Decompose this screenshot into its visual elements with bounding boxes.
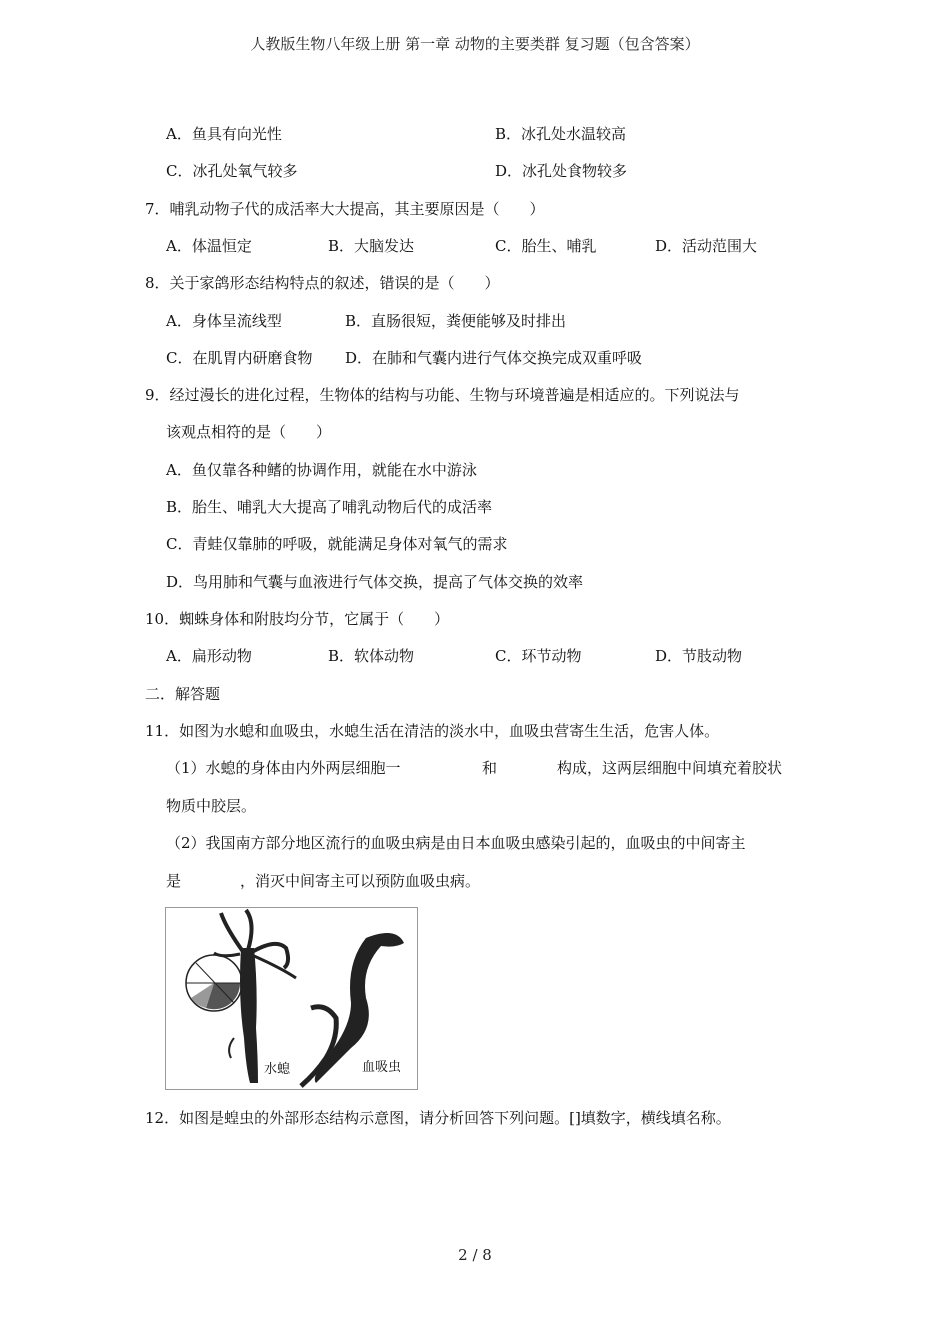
q10-stem: 10．蜘蛛身体和附肢均分节，它属于（ ）: [145, 610, 450, 628]
q10-option-c: C．环节动物: [495, 647, 582, 665]
q10-option-a: A．扁形动物: [166, 647, 252, 665]
q11-part2-a: 是: [166, 872, 182, 890]
q7-option-c: C．胎生、哺乳: [495, 237, 597, 255]
q6-option-b: B．冰孔处水温较高: [495, 125, 627, 143]
q10-option-d: D．节肢动物: [655, 647, 743, 665]
page-header: 人教版生物八年级上册 第一章 动物的主要类群 复习题（包含答案）: [250, 35, 700, 53]
q10-option-b: B．软体动物: [328, 647, 415, 665]
hydra-fluke-figure: [165, 907, 418, 1090]
q7-stem: 7．哺乳动物子代的成活率大大提高，其主要原因是（ ）: [145, 200, 545, 218]
q7-option-d: D．活动范围大: [655, 237, 758, 255]
q8-stem: 8．关于家鸽形态结构特点的叙述，错误的是（ ）: [145, 274, 500, 292]
fluke-label: 血吸虫: [362, 1060, 402, 1075]
q11-stem: 11．如图为水螅和血吸虫，水螅生活在清洁的淡水中，血吸虫营寄生生活，危害人体。: [145, 722, 720, 740]
q11-part1-a: （1）水螅的身体由内外两层细胞一: [166, 759, 401, 777]
q9-option-d: D．鸟用肺和气囊与血液进行气体交换，提高了气体交换的效率: [166, 573, 584, 591]
q7-option-a: A．体温恒定: [166, 237, 252, 255]
q11-part1-line2: 物质中胶层。: [166, 797, 257, 815]
q8-option-c: C．在肌胃内研磨食物: [166, 349, 313, 367]
q9-option-b: B．胎生、哺乳大大提高了哺乳动物后代的成活率: [166, 498, 493, 516]
q7-option-b: B．大脑发达: [328, 237, 415, 255]
q8-option-d: D．在肺和气囊内进行气体交换完成双重呼吸: [345, 349, 643, 367]
q8-option-b: B．直肠很短，粪便能够及时排出: [345, 312, 567, 330]
q6-option-a: A．鱼具有向光性: [166, 125, 282, 143]
q9-option-a: A．鱼仅靠各种鳍的协调作用，就能在水中游泳: [166, 461, 477, 479]
hydra-label: 水螅: [264, 1062, 291, 1077]
q6-option-c: C．冰孔处氧气较多: [166, 162, 298, 180]
q11-part1-c: 构成，这两层细胞中间填充着胶状: [557, 759, 783, 777]
page-number: 2 / 8: [458, 1246, 492, 1264]
section-title: 二．解答题: [145, 685, 221, 703]
q12-stem: 12．如图是蝗虫的外部形态结构示意图，请分析回答下列问题。[]填数字，横线填名称。: [145, 1109, 731, 1127]
q11-part2-line1: （2）我国南方部分地区流行的血吸虫病是由日本血吸虫感染引起的，血吸虫的中间寄主: [166, 834, 746, 852]
q9-stem-line1: 9．经过漫长的进化过程，生物体的结构与功能、生物与环境普遍是相适应的。下列说法与: [145, 386, 740, 404]
q6-option-d: D．冰孔处食物较多: [495, 162, 628, 180]
q11-part2-b: ，消灭中间寄主可以预防血吸虫病。: [240, 872, 481, 890]
q9-option-c: C．青蛙仅靠肺的呼吸，就能满足身体对氧气的需求: [166, 535, 508, 553]
q9-stem-line2: 该观点相符的是（ ）: [166, 423, 332, 441]
q8-option-a: A．身体呈流线型: [166, 312, 282, 330]
hydra-magnified-section: [186, 955, 242, 1011]
q11-part1-b: 和: [482, 759, 498, 777]
